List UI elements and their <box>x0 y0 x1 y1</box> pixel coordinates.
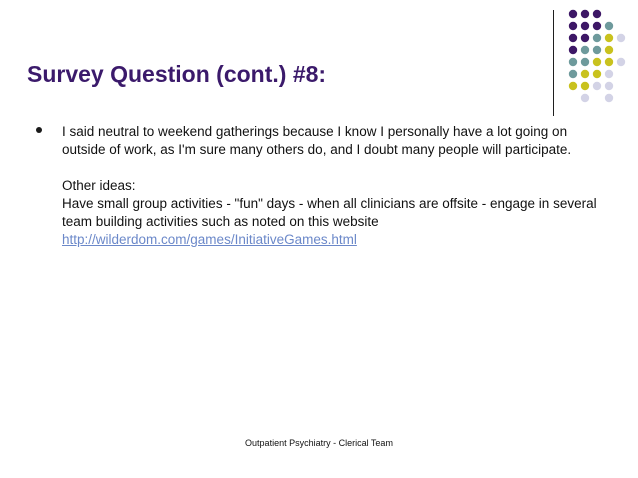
dot <box>593 58 601 66</box>
dot <box>569 70 577 78</box>
dot <box>569 10 577 18</box>
dot <box>605 46 613 54</box>
dot <box>605 58 613 66</box>
dot <box>581 70 589 78</box>
dot <box>593 10 601 18</box>
dot <box>569 34 577 42</box>
dot <box>593 22 601 30</box>
dot <box>581 82 589 90</box>
dot <box>581 10 589 18</box>
dot <box>605 22 613 30</box>
bullet-text <box>62 123 607 249</box>
dot <box>617 58 625 66</box>
slide-title: Survey Question (cont.) #8: <box>27 61 327 87</box>
dot <box>581 34 589 42</box>
dot <box>569 58 577 66</box>
bullet-point-icon <box>36 127 42 133</box>
dot <box>581 58 589 66</box>
dot <box>569 22 577 30</box>
paragraph-spacer <box>62 159 607 177</box>
dot <box>569 46 577 54</box>
decorative-dot-grid <box>0 0 638 120</box>
ideas-heading: Other ideas: <box>62 178 136 193</box>
ideas-text: Have small group activities - "fun" days - when all clinicians are offsite - engage in several team building activities such as noted on this website <box>62 196 597 229</box>
dot <box>569 82 577 90</box>
dot <box>605 34 613 42</box>
slide-footer: Outpatient Psychiatry - Clerical Team <box>245 438 393 448</box>
dot <box>617 34 625 42</box>
dot <box>605 70 613 78</box>
dot <box>581 22 589 30</box>
dot <box>581 46 589 54</box>
website-link[interactable]: http://wilderdom.com/games/InitiativeGames.html <box>62 232 357 247</box>
dot <box>581 94 589 102</box>
dot <box>593 70 601 78</box>
dot <box>605 94 613 102</box>
dot <box>593 82 601 90</box>
dot <box>593 46 601 54</box>
bullet-paragraph: I said neutral to weekend gatherings because I know I personally have a lot going on outside of work, as I'm sure many others do, and I doubt many people will participate. <box>62 124 572 157</box>
dot <box>605 82 613 90</box>
dot <box>593 34 601 42</box>
